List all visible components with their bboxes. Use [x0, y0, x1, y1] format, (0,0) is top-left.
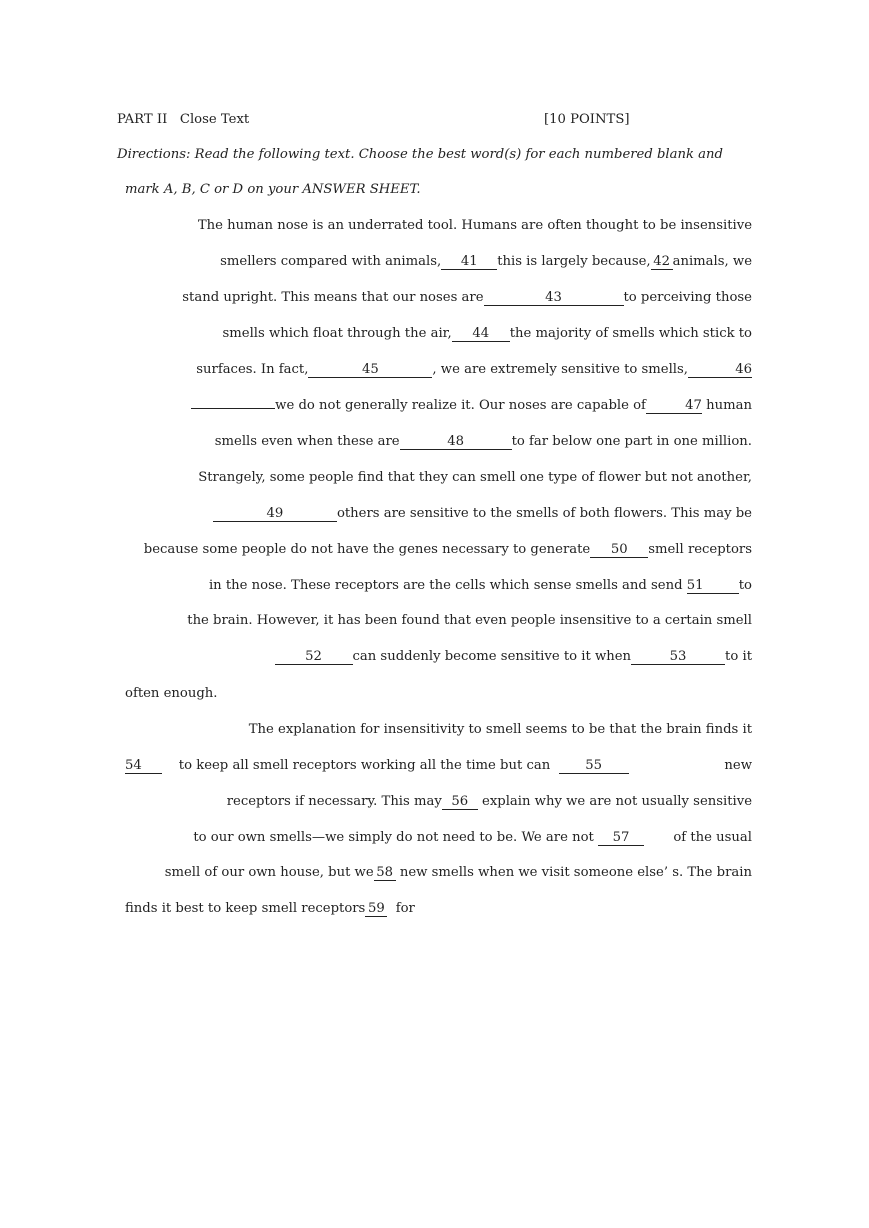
directions-line-2: mark A, B, C or D on your ANSWER SHEET.: [125, 182, 421, 197]
passage-line: 54 to keep all smell receptors working all the time but can 55: [125, 757, 629, 775]
passage-line: Strangely, some people find that they can smell one type of flower but not another,: [198, 470, 752, 485]
blank-45: 45: [308, 363, 432, 378]
passage-line: 52 can suddenly become sensitive to it when 53 to it: [275, 648, 753, 666]
passage-line: to our own smells—we simply do not need to be. We are not 57 of the usual: [193, 830, 752, 845]
blank-41: 41: [441, 255, 497, 270]
passage-line: The human nose is an underrated tool. Humans are often thought to be insensitive: [197, 218, 752, 233]
passage-line: surfaces. In fact, 45 , we are extremely sensitive to smells, 46: [196, 362, 752, 377]
passage-line: in the nose. These receptors are the cells which sense smells and send 51 to: [208, 578, 752, 593]
blank-48: 48: [400, 435, 512, 450]
blank-57: 57: [598, 831, 644, 846]
passage-line: we do not generally realize it. Our noses are capable of 47 human: [191, 397, 752, 415]
passage-line: often enough.: [125, 686, 218, 701]
passage-line: smells which float through the air, 44 the majority of smells which stick to: [222, 326, 752, 341]
passage-line: smell of our own house, but we 58 new smells when we visit someone else’ s. The brain: [164, 865, 752, 880]
blank-56: 56: [442, 795, 478, 810]
part-label: PART II: [117, 112, 168, 127]
blank-53: 53: [631, 650, 725, 665]
passage-line: the brain. However, it has been found that even people insensitive to a certain smell: [187, 613, 752, 628]
blank-52: 52: [275, 650, 353, 665]
blank-49: 49: [213, 507, 337, 522]
blank-55: 55: [559, 759, 629, 774]
blank-58: 58: [374, 866, 396, 881]
blank-51: 51: [687, 579, 739, 594]
blank-59: 59: [365, 902, 387, 917]
passage-line: 49 others are sensitive to the smells of both flowers. This may be: [213, 505, 752, 523]
blank-50: 50: [590, 543, 648, 558]
passage-line: finds it best to keep smell receptors 59 for: [125, 901, 415, 916]
blank-47: 47: [646, 399, 702, 414]
blank-44: 44: [452, 327, 510, 342]
passage-line: The explanation for insensitivity to smell seems to be that the brain finds it: [248, 722, 752, 737]
blank-54: 54: [125, 759, 162, 774]
passage-line: because some people do not have the genes necessary to generate 50 smell receptors: [143, 542, 752, 557]
blank-46-continued: [191, 408, 275, 409]
blank-42: 42: [651, 255, 673, 270]
passage-line: smellers compared with animals, 41 this is largely because, 42 animals, we: [220, 254, 752, 269]
passage-line: smells even when these are 48 to far below one part in one million.: [214, 434, 752, 449]
passage-line: stand upright. This means that our noses are 43 to perceiving those: [182, 290, 752, 305]
part-header: [117, 111, 249, 129]
blank-43: 43: [484, 291, 624, 306]
directions-line-1: Directions: Read the following text. Choose the best word(s) for each numbered blank and: [117, 147, 723, 162]
section-title: Close Text: [179, 112, 250, 127]
passage-line-end: new: [724, 758, 752, 773]
points-label: [10 POINTS]: [544, 112, 630, 127]
blank-46: 46: [688, 363, 752, 378]
passage-line: receptors if necessary. This may 56 explain why we are not usually sensitive: [226, 794, 752, 809]
